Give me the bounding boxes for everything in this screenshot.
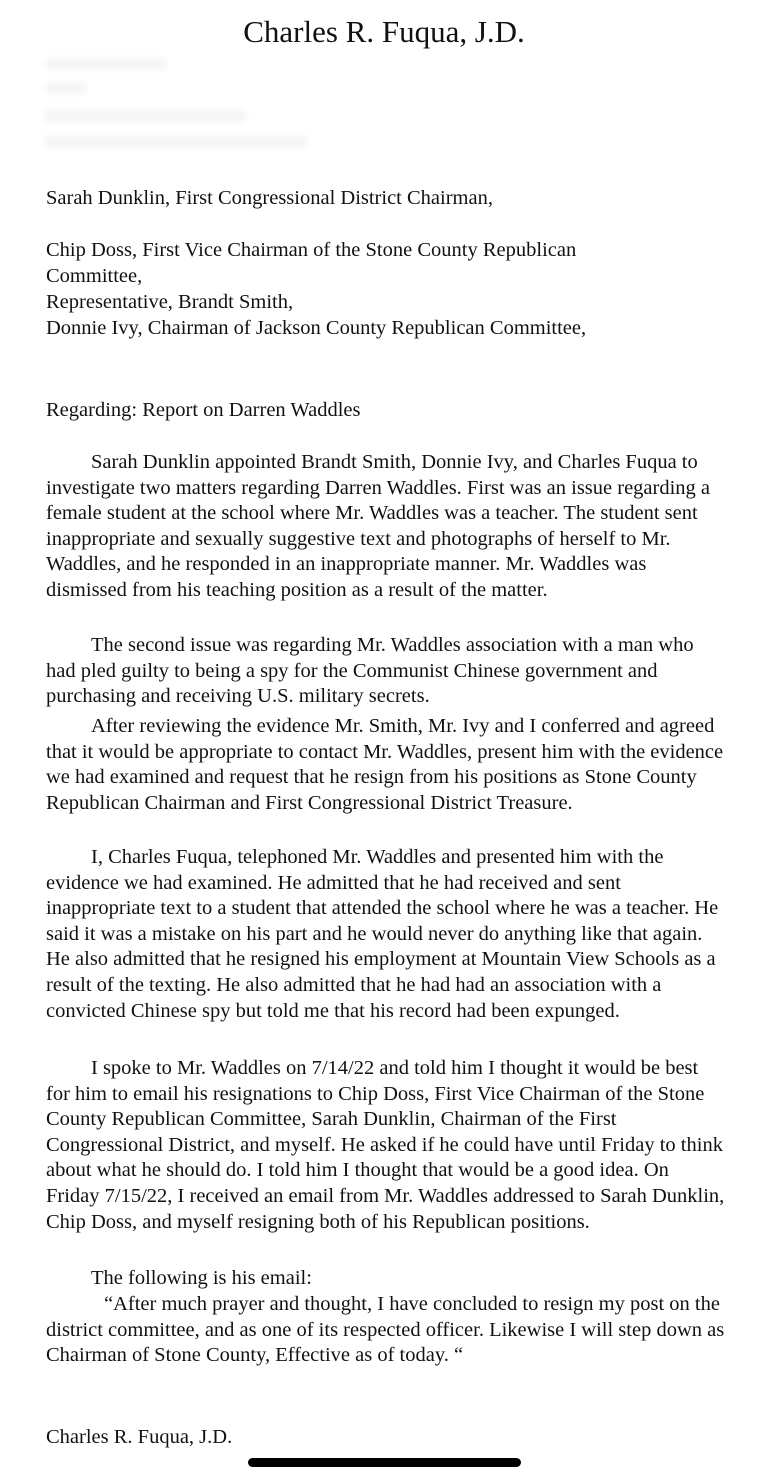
addressee-line: Donnie Ivy, Chairman of Jackson County Republican Committee, (46, 317, 587, 339)
signature-line: Charles R. Fuqua, J.D. (46, 1426, 233, 1448)
addressee-line: Committee, (46, 265, 143, 287)
redacted-address-block (46, 52, 566, 152)
body-paragraph-4: I, Charles Fuqua, telephoned Mr. Waddles and presented him with the evidence we had examined. He admitted that he had received and sent inappropriate text to a student that attended the school where he was a teacher. He said it was a mistake on his part and he would never do anything like that again. He also admitted that he resigned his employment at Mountain View Schools as a result of the texting. He also admitted that he had had an association with a convicted Chinese spy but told me that his record had been expunged. (46, 846, 719, 1022)
subject-line: Regarding: Report on Darren Waddles (46, 399, 361, 421)
home-indicator-bar[interactable] (248, 1458, 521, 1467)
body-paragraph-6: The following is his email: (91, 1267, 312, 1289)
addressee-line: Representative, Brandt Smith, (46, 291, 294, 313)
body-paragraph-5: I spoke to Mr. Waddles on 7/14/22 and told him I thought it would be best for him to email his resignations to Chip Doss, First Vice Chairman of the Stone County Republican Committee, Sarah Dunklin, Chairman of the First Congressional District, and myself. He asked if he could have until Friday to think about what he should do. I told him I thought that would be a good idea. On Friday 7/15/22, I received an email from Mr. Waddles addressed to Sarah Dunklin, Chip Doss, and myself resigning both of his Republican positions. (46, 1057, 725, 1233)
body-paragraph-2: The second issue was regarding Mr. Waddles association with a man who had pled guilty to being a spy for the Communist Chinese government and purchasing and receiving U.S. military secrets. (46, 634, 694, 708)
email-quote: “After much prayer and thought, I have concluded to resign my post on the district committee, and as one of its respected officer. Likewise I will step down as Chairman of Stone County, Effective as of today. “ (46, 1293, 725, 1367)
addressee-line: Chip Doss, First Vice Chairman of the Stone County Republican (46, 239, 577, 261)
addressee-line: Sarah Dunklin, First Congressional District Chairman, (46, 187, 493, 209)
body-paragraph-1: Sarah Dunklin appointed Brandt Smith, Donnie Ivy, and Charles Fuqua to investigate two matters regarding Darren Waddles. First was an issue regarding a female student at the school where Mr. Waddles was a teacher. The student sent inappropriate and sexually suggestive text and photographs of herself to Mr. Waddles, and he responded in an inappropriate manner. Mr. Waddles was dismissed from his teaching position as a result of the matter. (46, 451, 711, 601)
body-paragraph-3: After reviewing the evidence Mr. Smith, Mr. Ivy and I conferred and agreed that it would be appropriate to contact Mr. Waddles, present him with the evidence we had examined and request that he resign from his positions as Stone County Republican Chairman and First Congressional District Treasure. (46, 715, 724, 814)
letterhead-title: Charles R. Fuqua, J.D. (243, 14, 525, 49)
